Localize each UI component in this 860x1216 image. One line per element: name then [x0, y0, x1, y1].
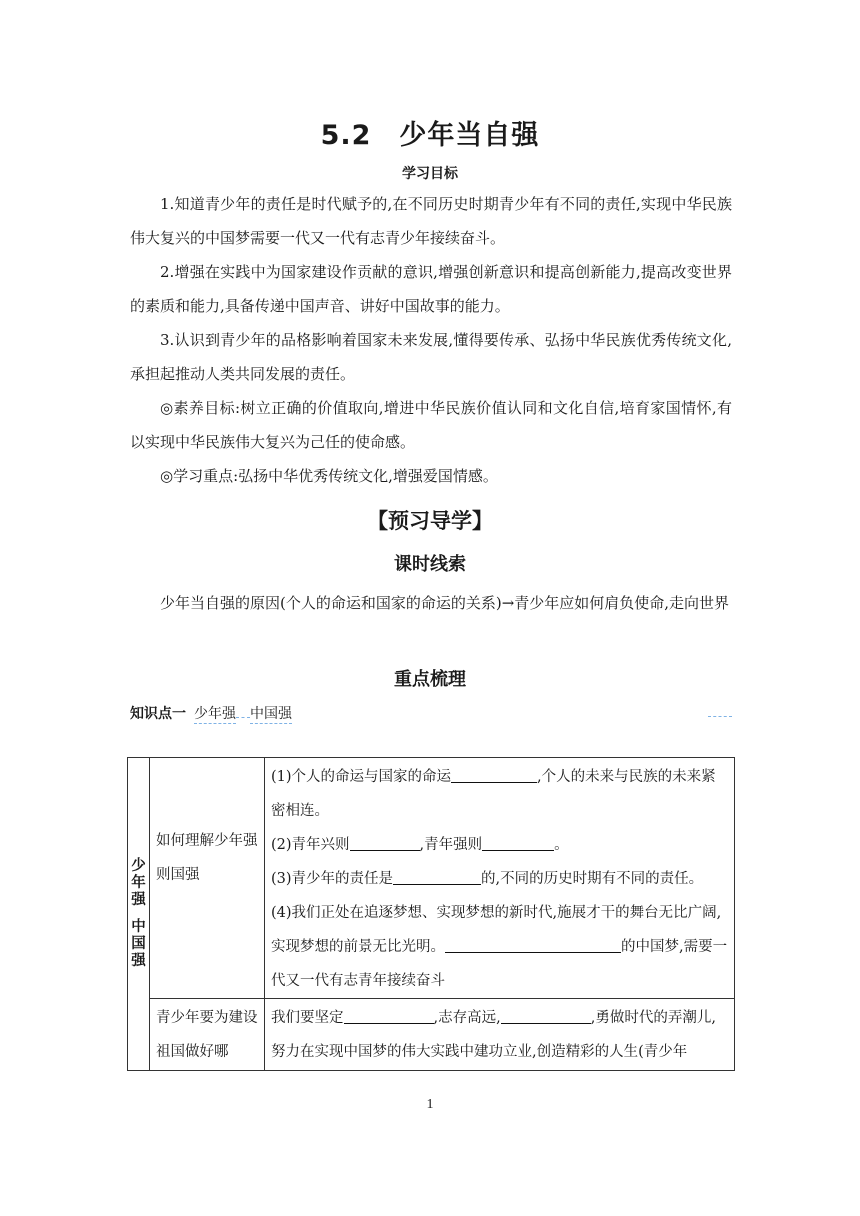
answer-cell	[265, 999, 735, 1071]
section-title: 少年当自强	[399, 120, 540, 151]
side-label	[128, 758, 150, 1071]
review-heading: 重点梳理	[394, 669, 466, 690]
text-run: 我们要坚定	[271, 1010, 344, 1026]
clue-heading: 课时线索	[394, 554, 466, 575]
knowledge-point-heading	[130, 703, 292, 723]
learning-focus: ◎学习重点:弘扬中华优秀传统文化,增强爱国情感。	[160, 467, 498, 485]
objectives-heading: 学习目标	[402, 166, 458, 182]
point-row2	[271, 1001, 728, 1069]
text-run: ,青年强则	[419, 837, 483, 853]
text-run: ,勇做时代的弄潮儿,努力在实现中国梦的伟大实践中建功立业,创造精彩的人生(青少年	[271, 1010, 716, 1060]
fill-blank[interactable]	[344, 1005, 434, 1024]
page-title	[0, 113, 860, 152]
question-text: 青少年要为建设祖国做好哪	[156, 1010, 258, 1060]
preview-heading: 【预习导学】	[367, 509, 493, 533]
side-char: 中	[131, 919, 146, 935]
fill-blank[interactable]	[393, 866, 481, 885]
fill-blank[interactable]	[451, 764, 537, 783]
objective-1: 1.知道青少年的责任是时代赋予的,在不同历史时期青少年有不同的责任,实现中华民族伟大复兴的中国梦需要一代又一代有志青少年接续奋斗。	[130, 195, 732, 247]
side-char: 国	[131, 936, 146, 952]
side-spacer	[128, 909, 149, 919]
section-number: 5.2	[320, 120, 372, 151]
literacy-goal: ◎素养目标:树立正确的价值取向,增进中华民族价值认同和文化自信,培育家国情怀,有以实现中华民族伟大复兴为己任的使命感。	[130, 399, 732, 451]
question-cell	[150, 999, 265, 1071]
text-run: ,个人的未来与民族的未来紧密相连。	[271, 769, 716, 819]
objective-3: 3.认识到青少年的品格影响着国家未来发展,懂得要传承、弘扬中华民族优秀传统文化,承担起推动人类共同发展的责任。	[130, 331, 732, 383]
point-2	[271, 828, 728, 862]
side-char: 强	[131, 892, 146, 908]
text-run: (3)青少年的责任是	[271, 871, 394, 887]
objective-2: 2.增强在实践中为国家建设作贡献的意识,增强创新意识和提高创新能力,提高改变世界的素质和能力,具备传递中国声音、讲好中国故事的能力。	[130, 263, 732, 315]
text-run: 的,不同的历史时期有不同的责任。	[481, 871, 704, 887]
clue-text: 少年当自强的原因(个人的命运和国家的命运的关系)→青少年应如何肩负使命,走向世界	[160, 594, 730, 612]
text-run: (1)个人的命运与国家的命运	[271, 769, 452, 785]
knowledge-point-title-a: 少年强	[194, 706, 236, 722]
point-3	[271, 862, 728, 896]
table-row	[128, 999, 735, 1071]
knowledge-point-title-b: 中国强	[250, 706, 292, 722]
knowledge-table	[127, 757, 735, 1071]
side-char: 年	[131, 875, 146, 891]
fill-blank[interactable]	[445, 934, 621, 953]
title-spacer	[236, 716, 250, 718]
table-row	[128, 758, 735, 999]
point-4	[271, 896, 728, 998]
question-cell	[150, 758, 265, 999]
text-run: 的中国梦,需要一代又一代有志青年接续奋斗	[271, 939, 728, 989]
side-char: 强	[131, 953, 146, 969]
fill-blank[interactable]	[350, 832, 420, 851]
text-run: 。	[554, 837, 569, 853]
fill-blank[interactable]	[501, 1005, 591, 1024]
answer-cell	[265, 758, 735, 999]
fill-blank[interactable]	[482, 832, 554, 851]
dashed-mark	[708, 716, 732, 717]
text-run: ,志存高远,	[433, 1010, 501, 1026]
page-number: 1	[426, 1097, 434, 1112]
side-char: 少	[131, 858, 146, 874]
question-text: 如何理解少年强则国强	[156, 833, 258, 883]
text-run: (2)青年兴则	[271, 837, 350, 853]
text-run: (4)我们正处在追逐梦想、实现梦想的新时代,施展才干的舞台无比广阔,实现梦想的前景无比光明。	[271, 905, 722, 955]
point-1	[271, 760, 728, 828]
knowledge-point-label: 知识点一	[130, 706, 186, 722]
